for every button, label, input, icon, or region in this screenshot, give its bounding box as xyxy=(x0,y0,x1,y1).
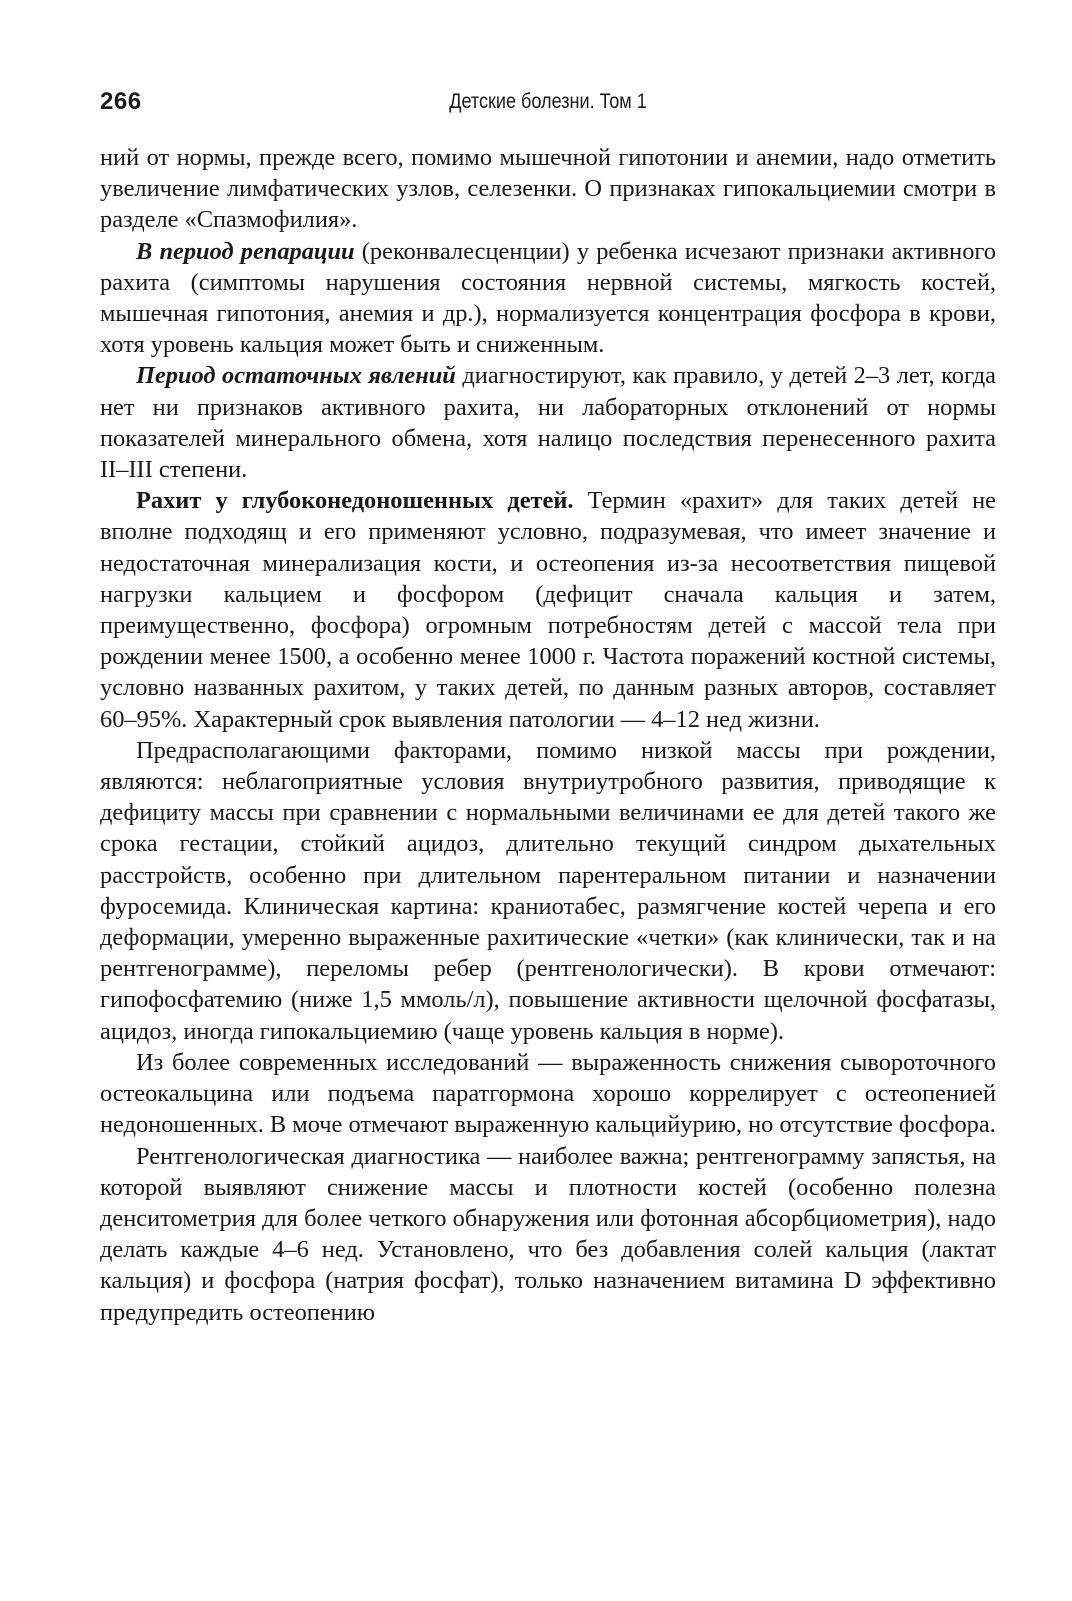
paragraph-text: Термин «рахит» для таких детей не вполне подходящ и его применяют условно, подразумевая, что имеет значение и недостаточная минерализация кости, и остеопения из-за несоответствия пищевой нагрузки кальцием и фосфором (дефицит сначала кальция и затем, преимущественно, фосфора) огромным потребностям детей с массой тела при рождении менее 1500, а особенно менее 1000 г. Частота поражений костной системы, условно названных рахитом, у таких детей, по данным разных авторов, составляет 60–95%. Характерный срок выявления патологии — 4–12 нед жизни. xyxy=(100,487,996,733)
body-text xyxy=(100,142,996,1328)
paragraph-text: (реконвалесценции) у ребенка исчезают признаки активного рахита (симптомы нарушения состояния нервной системы, мягкость костей, мышечная гипотония, анемия и др.), нормализуется концентрация фосфора в крови, хотя уровень кальция может быть и сниженным. xyxy=(100,237,996,359)
paragraph-reparation-period xyxy=(100,236,996,361)
book-page xyxy=(100,84,996,1328)
book-title: Детские болезни. Том 1 xyxy=(449,90,647,113)
paragraph-text: ний от нормы, прежде всего, помимо мышечной гипотонии и анемии, надо отметить увеличение лимфатических узлов, селезенки. О признаках гипокальциемии смотри в разделе «Спазмофилия». xyxy=(100,144,996,234)
running-header xyxy=(100,84,996,124)
paragraph-text: Из более современных исследований — выраженность снижения сывороточного остеокальцина или подъема паратгормона хорошо коррелирует с остеопенией недоношенных. В моче отмечают выраженную кальцийурию, но отсутствие фосфора. xyxy=(100,1048,996,1139)
paragraph-risk-factors xyxy=(100,735,996,1047)
paragraph-residual-period xyxy=(100,360,996,485)
paragraph-lead: Рахит у глубоконедоношенных детей. xyxy=(136,487,574,515)
paragraph-text: диагностируют, как правило, у детей 2–3 лет, когда нет ни признаков активного рахита, ни лабораторных отклонений от нормы показателей минерального обмена, хотя налицо последствия перенесенного рахита II–III степени. xyxy=(100,362,996,484)
paragraph-premature-rickets xyxy=(100,485,996,735)
paragraph-text: Рентгенологическая диагностика — наиболее важна; рентгенограмму запястья, на которой выявляют снижение массы и плотности костей (особенно полезна денситометрия для более четкого обнаружения или фотонная абсорбциометрия), надо делать каждые 4–6 нед. Установлено, что без добавления солей кальция (лактат кальция) и фосфора (натрия фосфат), только назначением витамина D эффективно предупредить остеопению xyxy=(100,1142,996,1326)
paragraph-modern-studies xyxy=(100,1047,996,1141)
paragraph-continued xyxy=(100,142,996,236)
paragraph-text: Предрасполагающими факторами, помимо низкой массы при рождении, являются: неблагоприятные условия внутриутробного развития, приводящие к дефициту массы при сравнении с нормальными величинами ее для детей такого же срока гестации, стойкий ацидоз, длительно текущий синдром дыхательных расстройств, особенно при длительном парентеральном питании и назначении фуросемида. Клиническая картина: краниотабес, размягчение костей черепа и его деформации, умеренно выраженные рахитические «четки» (как клинически, так и на рентгенограмме), переломы ребер (рентгенологически). В крови отмечают: гипофосфатемию (ниже 1,5 ммоль/л), повышение активности щелочной фосфатазы, ацидоз, иногда гипокальциемию (чаще уровень кальция в норме). xyxy=(100,736,996,1045)
paragraph-lead: В период репарации xyxy=(136,237,355,265)
page-number: 266 xyxy=(100,88,142,115)
paragraph-xray-diagnostics xyxy=(100,1141,996,1328)
paragraph-lead: Период остаточных явлений xyxy=(136,362,456,390)
